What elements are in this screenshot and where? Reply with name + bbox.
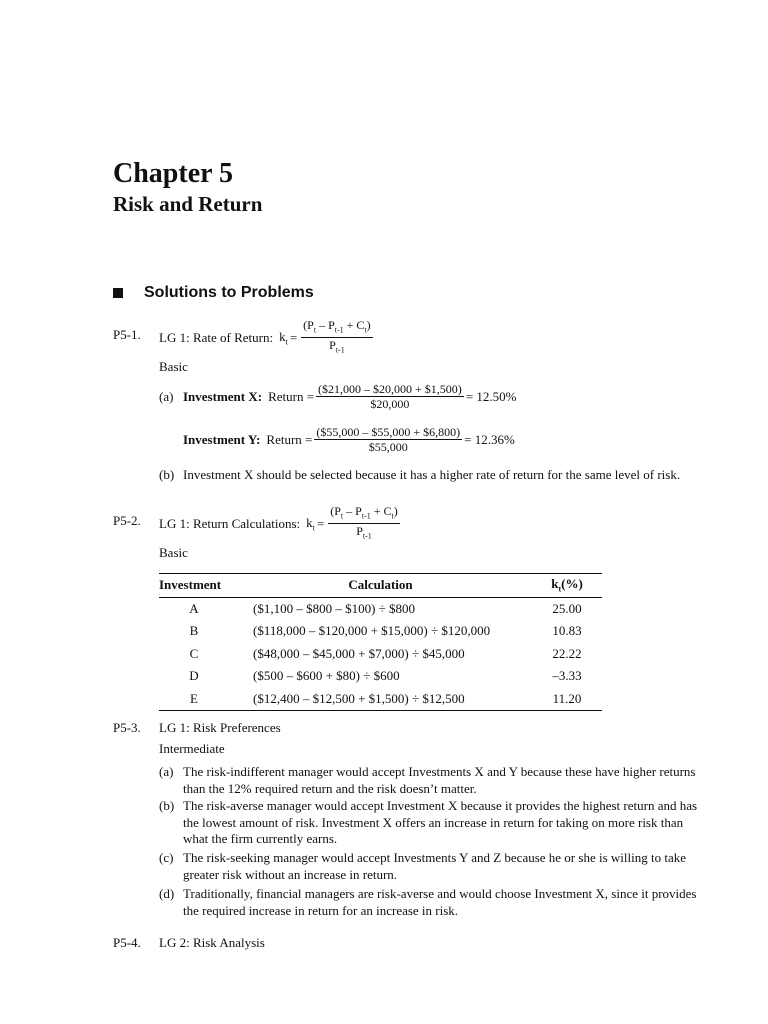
- answer-b: [159, 467, 699, 484]
- cell-investment: D: [189, 668, 199, 684]
- cell-investment: E: [159, 688, 229, 711]
- problem-heading-text: LG 1: Return Calculations:: [159, 515, 301, 531]
- section-heading: [113, 284, 314, 302]
- return-fraction: [314, 425, 462, 454]
- difficulty-level: Basic: [159, 359, 188, 374]
- formula-lhs: $k_t$: [279, 329, 288, 347]
- formula-denominator: $P_{t-1}$: [356, 524, 372, 541]
- fraction-denominator: $55,000: [368, 440, 408, 454]
- cell-return: 25.00: [552, 600, 582, 616]
- column-header-investment: Investment: [159, 574, 229, 598]
- section-heading-text: Solutions to Problems: [144, 284, 314, 301]
- rate-of-return-formula: [328, 504, 400, 544]
- chapter-number: Chapter 5: [113, 158, 234, 189]
- table-row: [159, 688, 602, 711]
- problem-number-p5-2: P5-2.: [113, 513, 141, 528]
- return-label: Return =: [268, 388, 315, 404]
- cell-calculation: ($118,000 – $120,000 + $15,000) ÷ $120,000: [253, 623, 491, 639]
- table-row: [159, 643, 602, 666]
- investment-y-equation: [183, 425, 515, 454]
- column-header-return: $k_t(\%)$: [532, 574, 602, 598]
- cell-calculation: ($1,100 – $800 – $100) ÷ $800: [253, 600, 416, 616]
- item-text: Investment X should be selected because it has a higher rate of return for the same level of risk.: [183, 467, 681, 482]
- cell-return: 22.22: [552, 645, 582, 661]
- table-row: [159, 597, 602, 620]
- problem-number-p5-4: P5-4.: [113, 935, 141, 950]
- answer-b: [159, 798, 699, 848]
- cell-calculation: ($48,000 – $45,000 + $7,000) ÷ $45,000: [253, 645, 465, 661]
- cell-investment: A: [189, 600, 199, 616]
- rate-of-return-formula: [301, 318, 373, 358]
- table-row: [159, 620, 602, 643]
- formula-lhs: $k_t$: [306, 515, 315, 533]
- formula-denominator: $P_{t-1}$: [329, 338, 345, 355]
- table-header-row: [159, 574, 602, 598]
- fraction-numerator: ($55,000 – $55,000 + $6,800): [316, 425, 461, 439]
- investment-label: Investment Y:: [183, 431, 261, 447]
- formula-numerator: $(P_t - P_{t-1} + C_t)$: [328, 504, 400, 524]
- problem-p5-2-heading: [159, 504, 402, 544]
- column-header-calculation: Calculation: [229, 574, 532, 598]
- answer-d: [159, 886, 699, 919]
- investment-label: Investment X:: [183, 388, 263, 404]
- cell-calculation: ($500 – $600 + $80) ÷ $600: [253, 668, 400, 684]
- item-label: (a): [159, 764, 174, 779]
- cell-return: 10.83: [552, 623, 582, 639]
- cell-investment: C: [189, 645, 199, 661]
- fraction-denominator: $20,000: [370, 397, 410, 411]
- item-text: The risk-indifferent manager would accept Investments X and Y because these have higher returns than the 12% required return and the risk doesn’t matter.: [183, 764, 696, 796]
- difficulty-level: Basic: [159, 545, 188, 560]
- item-label: (b): [159, 467, 175, 482]
- table-row: [159, 665, 602, 688]
- problem-p5-3-heading: LG 1: Risk Preferences: [159, 720, 281, 735]
- problem-heading-text: LG 1: Rate of Return:: [159, 329, 274, 345]
- answer-c: [159, 850, 699, 883]
- difficulty-level: Intermediate: [159, 741, 225, 756]
- problem-number-p5-3: P5-3.: [113, 720, 141, 735]
- chapter-title: Risk and Return: [113, 192, 263, 216]
- square-bullet-icon: [113, 288, 123, 298]
- problem-number-p5-1: P5-1.: [113, 327, 141, 342]
- cell-calculation: ($12,400 – $12,500 + $1,500) ÷ $12,500: [229, 688, 532, 711]
- cell-return: 11.20: [532, 688, 602, 711]
- fraction-numerator: ($21,000 – $20,000 + $1,500): [318, 382, 462, 396]
- return-result: = 12.36%: [464, 431, 515, 447]
- investment-x-equation: [159, 382, 516, 411]
- problem-p5-4-heading: LG 2: Risk Analysis: [159, 935, 265, 950]
- formula-equals: =: [316, 515, 325, 531]
- cell-return: –3.33: [552, 668, 582, 684]
- item-label: (b): [159, 798, 175, 813]
- answer-a: [159, 764, 699, 797]
- cell-investment: B: [189, 623, 199, 639]
- formula-equals: =: [289, 329, 298, 345]
- item-label: (d): [159, 886, 175, 901]
- problem-p5-1-heading: [159, 318, 375, 358]
- return-fraction: [316, 382, 464, 411]
- item-text: The risk-seeking manager would accept Investments Y and Z because he or she is willing to take greater risk without an increase in return.: [183, 850, 686, 882]
- item-text: The risk-averse manager would accept Investment X because it provides the highest return and has the lowest amount of risk. Investment X offers an increase in return for taking on more risk than what the firm currently earns.: [183, 798, 698, 846]
- item-label: (a): [159, 388, 174, 404]
- return-result: = 12.50%: [465, 388, 517, 404]
- return-label: Return =: [266, 431, 313, 447]
- return-calculation-table: [159, 573, 602, 711]
- item-text: Traditionally, financial managers are risk-averse and would choose Investment X, since it provides the required increase in return for an increase in risk.: [183, 886, 697, 918]
- formula-numerator: $(P_t - P_{t-1} + C_t)$: [301, 318, 373, 338]
- item-label: (c): [159, 850, 174, 865]
